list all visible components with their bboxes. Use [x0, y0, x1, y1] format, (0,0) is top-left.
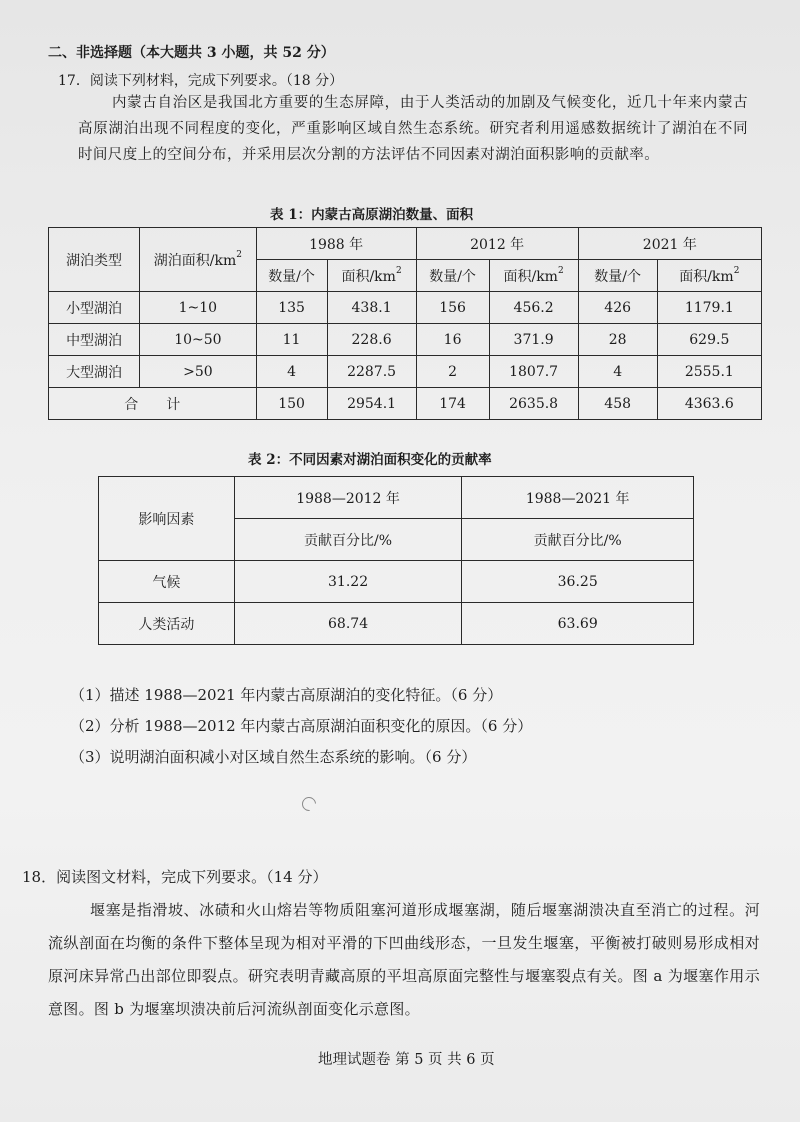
- header-area: 面积$/km^2$: [327, 260, 416, 292]
- table-1-caption: 表 1：内蒙古高原湖泊数量、面积: [270, 207, 474, 223]
- cell-type: 大型湖泊: [49, 356, 140, 388]
- cell-total-label: 合 计: [49, 388, 257, 420]
- table-row: [49, 292, 762, 324]
- header-count: 数量/个: [256, 260, 327, 292]
- cell-value: 2635.8: [489, 388, 578, 420]
- cell-value: 4: [578, 356, 657, 388]
- question-17-title: 17．阅读下列材料，完成下列要求。（18 分）: [58, 73, 344, 89]
- question-17-material: 内蒙古自治区是我国北方重要的生态屏障，由于人类活动的加剧及气候变化，近几十年来内蒙古高原湖泊出现不同程度的变化，严重影响区域自然生态系统。研究者利用遥感数据统计了湖泊在不同时间尺度上的空间分布，并采用层次分割的方法评估不同因素对湖泊面积影响的贡献率。: [78, 95, 748, 163]
- table-2: [98, 476, 694, 645]
- cell-value: 456.2: [489, 292, 578, 324]
- cell-value: 150: [256, 388, 327, 420]
- table-row: [99, 603, 694, 645]
- cell-type: 小型湖泊: [49, 292, 140, 324]
- header-percent: 贡献百分比/%: [234, 519, 462, 561]
- cell-factor: 气候: [99, 561, 235, 603]
- sub-question-2: （2）分析 1988—2012 年内蒙古高原湖泊面积变化的原因。（6 分）: [70, 717, 533, 735]
- question-18-material: 堰塞是指滑坡、冰碛和火山熔岩等物质阻塞河道形成堰塞湖，随后堰塞湖溃决直至消亡的过程。河流纵剖面在均衡的条件下整体呈现为相对平滑的下凹曲线形态，一旦发生堰塞，平衡被打破则易形成相对原河床异常凸出部位即裂点。研究表明青藏高原的平坦高原面完整性与堰塞裂点有关。图 a 为堰塞作用示意图。图 b 为堰塞坝溃决前后河流纵剖面变化示意图。: [48, 901, 760, 1018]
- header-period-2012: 1988—2012 年: [234, 477, 462, 519]
- cell-value: 2287.5: [327, 356, 416, 388]
- cell-value: 458: [578, 388, 657, 420]
- cell-value: 2555.1: [657, 356, 761, 388]
- header-year-2021: 2021 年: [578, 228, 761, 260]
- cell-value: 371.9: [489, 324, 578, 356]
- header-lake-type: 湖泊类型: [49, 228, 140, 292]
- cell-value: 16: [416, 324, 489, 356]
- cell-value: 135: [256, 292, 327, 324]
- sub-question-3: （3）说明湖泊面积减小对区域自然生态系统的影响。（6 分）: [70, 748, 477, 766]
- cell-value: 629.5: [657, 324, 761, 356]
- cell-range: >50: [140, 356, 256, 388]
- cell-factor: 人类活动: [99, 603, 235, 645]
- header-percent: 贡献百分比/%: [462, 519, 694, 561]
- cell-value: 156: [416, 292, 489, 324]
- cell-value: 174: [416, 388, 489, 420]
- sub-question-1: （1）描述 1988—2021 年内蒙古高原湖泊的变化特征。（6 分）: [70, 686, 503, 704]
- table-row: [49, 324, 762, 356]
- cell-value: 4: [256, 356, 327, 388]
- question-18-title: 18．阅读图文材料，完成下列要求。（14 分）: [22, 868, 328, 886]
- cell-value: 438.1: [327, 292, 416, 324]
- cell-value: 36.25: [462, 561, 694, 603]
- header-lake-area-range: 湖泊面积$/km^2$: [140, 228, 256, 292]
- cell-value: 2: [416, 356, 489, 388]
- cell-value: 63.69: [462, 603, 694, 645]
- pencil-mark: [299, 794, 319, 814]
- table-2-caption: 表 2：不同因素对湖泊面积变化的贡献率: [248, 452, 492, 468]
- header-area: 面积$/km^2$: [657, 260, 761, 292]
- header-area: 面积$/km^2$: [489, 260, 578, 292]
- page-footer: 地理试题卷 第 5 页 共 6 页: [318, 1052, 495, 1068]
- cell-type: 中型湖泊: [49, 324, 140, 356]
- cell-value: 1807.7: [489, 356, 578, 388]
- cell-value: 2954.1: [327, 388, 416, 420]
- cell-value: 11: [256, 324, 327, 356]
- cell-value: 426: [578, 292, 657, 324]
- header-count: 数量/个: [416, 260, 489, 292]
- cell-value: 1179.1: [657, 292, 761, 324]
- cell-value: 68.74: [234, 603, 462, 645]
- table-row: [49, 356, 762, 388]
- table-total-row: [49, 388, 762, 420]
- header-year-1988: 1988 年: [256, 228, 416, 260]
- cell-range: 1~10: [140, 292, 256, 324]
- cell-value: 4363.6: [657, 388, 761, 420]
- cell-value: 31.22: [234, 561, 462, 603]
- header-factor: 影响因素: [99, 477, 235, 561]
- header-year-2012: 2012 年: [416, 228, 578, 260]
- header-count: 数量/个: [578, 260, 657, 292]
- header-period-2021: 1988—2021 年: [462, 477, 694, 519]
- cell-value: 228.6: [327, 324, 416, 356]
- cell-range: 10~50: [140, 324, 256, 356]
- section-title: 二、非选择题（本大题共 3 小题，共 52 分）: [48, 45, 335, 61]
- cell-value: 28: [578, 324, 657, 356]
- table-row: [99, 561, 694, 603]
- table-1: [48, 227, 762, 420]
